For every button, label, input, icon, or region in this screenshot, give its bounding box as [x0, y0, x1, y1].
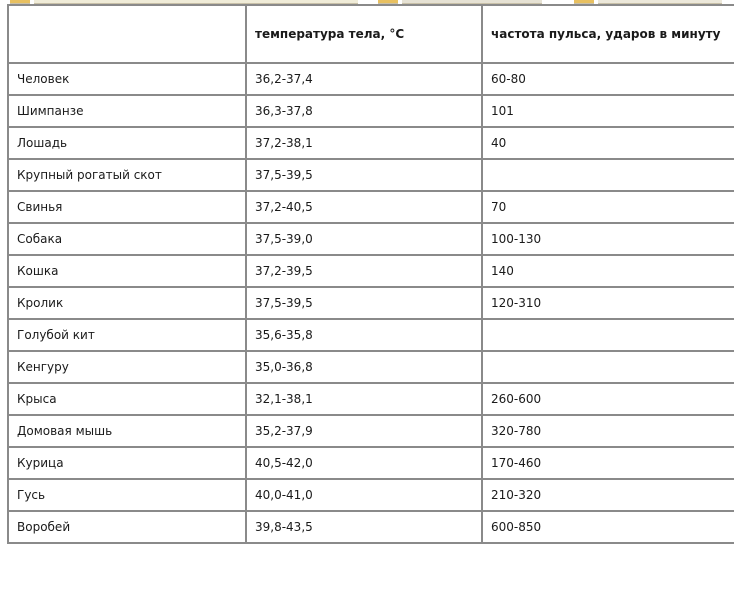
- cell-pulse: 120-310: [482, 287, 734, 319]
- cell-temperature: 35,0-36,8: [246, 351, 482, 383]
- cell-temperature: 36,3-37,8: [246, 95, 482, 127]
- table-row: [8, 127, 734, 159]
- vital-signs-table: [7, 4, 734, 544]
- cell-pulse: 100-130: [482, 223, 734, 255]
- table-row: [8, 191, 734, 223]
- cell-animal: Шимпанзе: [8, 95, 246, 127]
- table-row: [8, 95, 734, 127]
- cell-pulse: 70: [482, 191, 734, 223]
- cell-temperature: 37,2-38,1: [246, 127, 482, 159]
- table-row: [8, 511, 734, 543]
- table-row: [8, 447, 734, 479]
- cell-animal: Голубой кит: [8, 319, 246, 351]
- table-row: [8, 63, 734, 95]
- table-header-row: [8, 5, 734, 63]
- cell-animal: Домовая мышь: [8, 415, 246, 447]
- cell-pulse: 60-80: [482, 63, 734, 95]
- cell-animal: Воробей: [8, 511, 246, 543]
- cell-animal: Крупный рогатый скот: [8, 159, 246, 191]
- cell-pulse: 260-600: [482, 383, 734, 415]
- table-row: [8, 223, 734, 255]
- cell-temperature: 37,5-39,0: [246, 223, 482, 255]
- cell-animal: Свинья: [8, 191, 246, 223]
- header-pulse: частота пульса, ударов в минуту: [482, 5, 734, 63]
- table-row: [8, 287, 734, 319]
- cell-animal: Кошка: [8, 255, 246, 287]
- cell-animal: Крыса: [8, 383, 246, 415]
- table-row: [8, 479, 734, 511]
- cell-animal: Собака: [8, 223, 246, 255]
- cell-animal: Человек: [8, 63, 246, 95]
- cell-temperature: 40,5-42,0: [246, 447, 482, 479]
- cell-temperature: 37,2-40,5: [246, 191, 482, 223]
- table-row: [8, 351, 734, 383]
- cell-temperature: 40,0-41,0: [246, 479, 482, 511]
- cell-pulse: 600-850: [482, 511, 734, 543]
- header-animal: [8, 5, 246, 63]
- cell-temperature: 35,6-35,8: [246, 319, 482, 351]
- cell-pulse: [482, 159, 734, 191]
- cell-animal: Лошадь: [8, 127, 246, 159]
- table-row: [8, 319, 734, 351]
- cell-temperature: 32,1-38,1: [246, 383, 482, 415]
- cell-temperature: 37,5-39,5: [246, 159, 482, 191]
- cell-pulse: 170-460: [482, 447, 734, 479]
- cell-temperature: 37,5-39,5: [246, 287, 482, 319]
- header-temperature: температура тела, °C: [246, 5, 482, 63]
- cell-temperature: 39,8-43,5: [246, 511, 482, 543]
- cell-temperature: 35,2-37,9: [246, 415, 482, 447]
- cell-animal: Кенгуру: [8, 351, 246, 383]
- cell-animal: Курица: [8, 447, 246, 479]
- table-row: [8, 383, 734, 415]
- table-row: [8, 255, 734, 287]
- cell-temperature: 36,2-37,4: [246, 63, 482, 95]
- cell-pulse: [482, 319, 734, 351]
- cell-pulse: 140: [482, 255, 734, 287]
- cell-pulse: [482, 351, 734, 383]
- table-row: [8, 159, 734, 191]
- cell-animal: Кролик: [8, 287, 246, 319]
- cell-pulse: 101: [482, 95, 734, 127]
- cell-pulse: 210-320: [482, 479, 734, 511]
- cell-pulse: 40: [482, 127, 734, 159]
- cell-animal: Гусь: [8, 479, 246, 511]
- cell-temperature: 37,2-39,5: [246, 255, 482, 287]
- cell-pulse: 320-780: [482, 415, 734, 447]
- table-row: [8, 415, 734, 447]
